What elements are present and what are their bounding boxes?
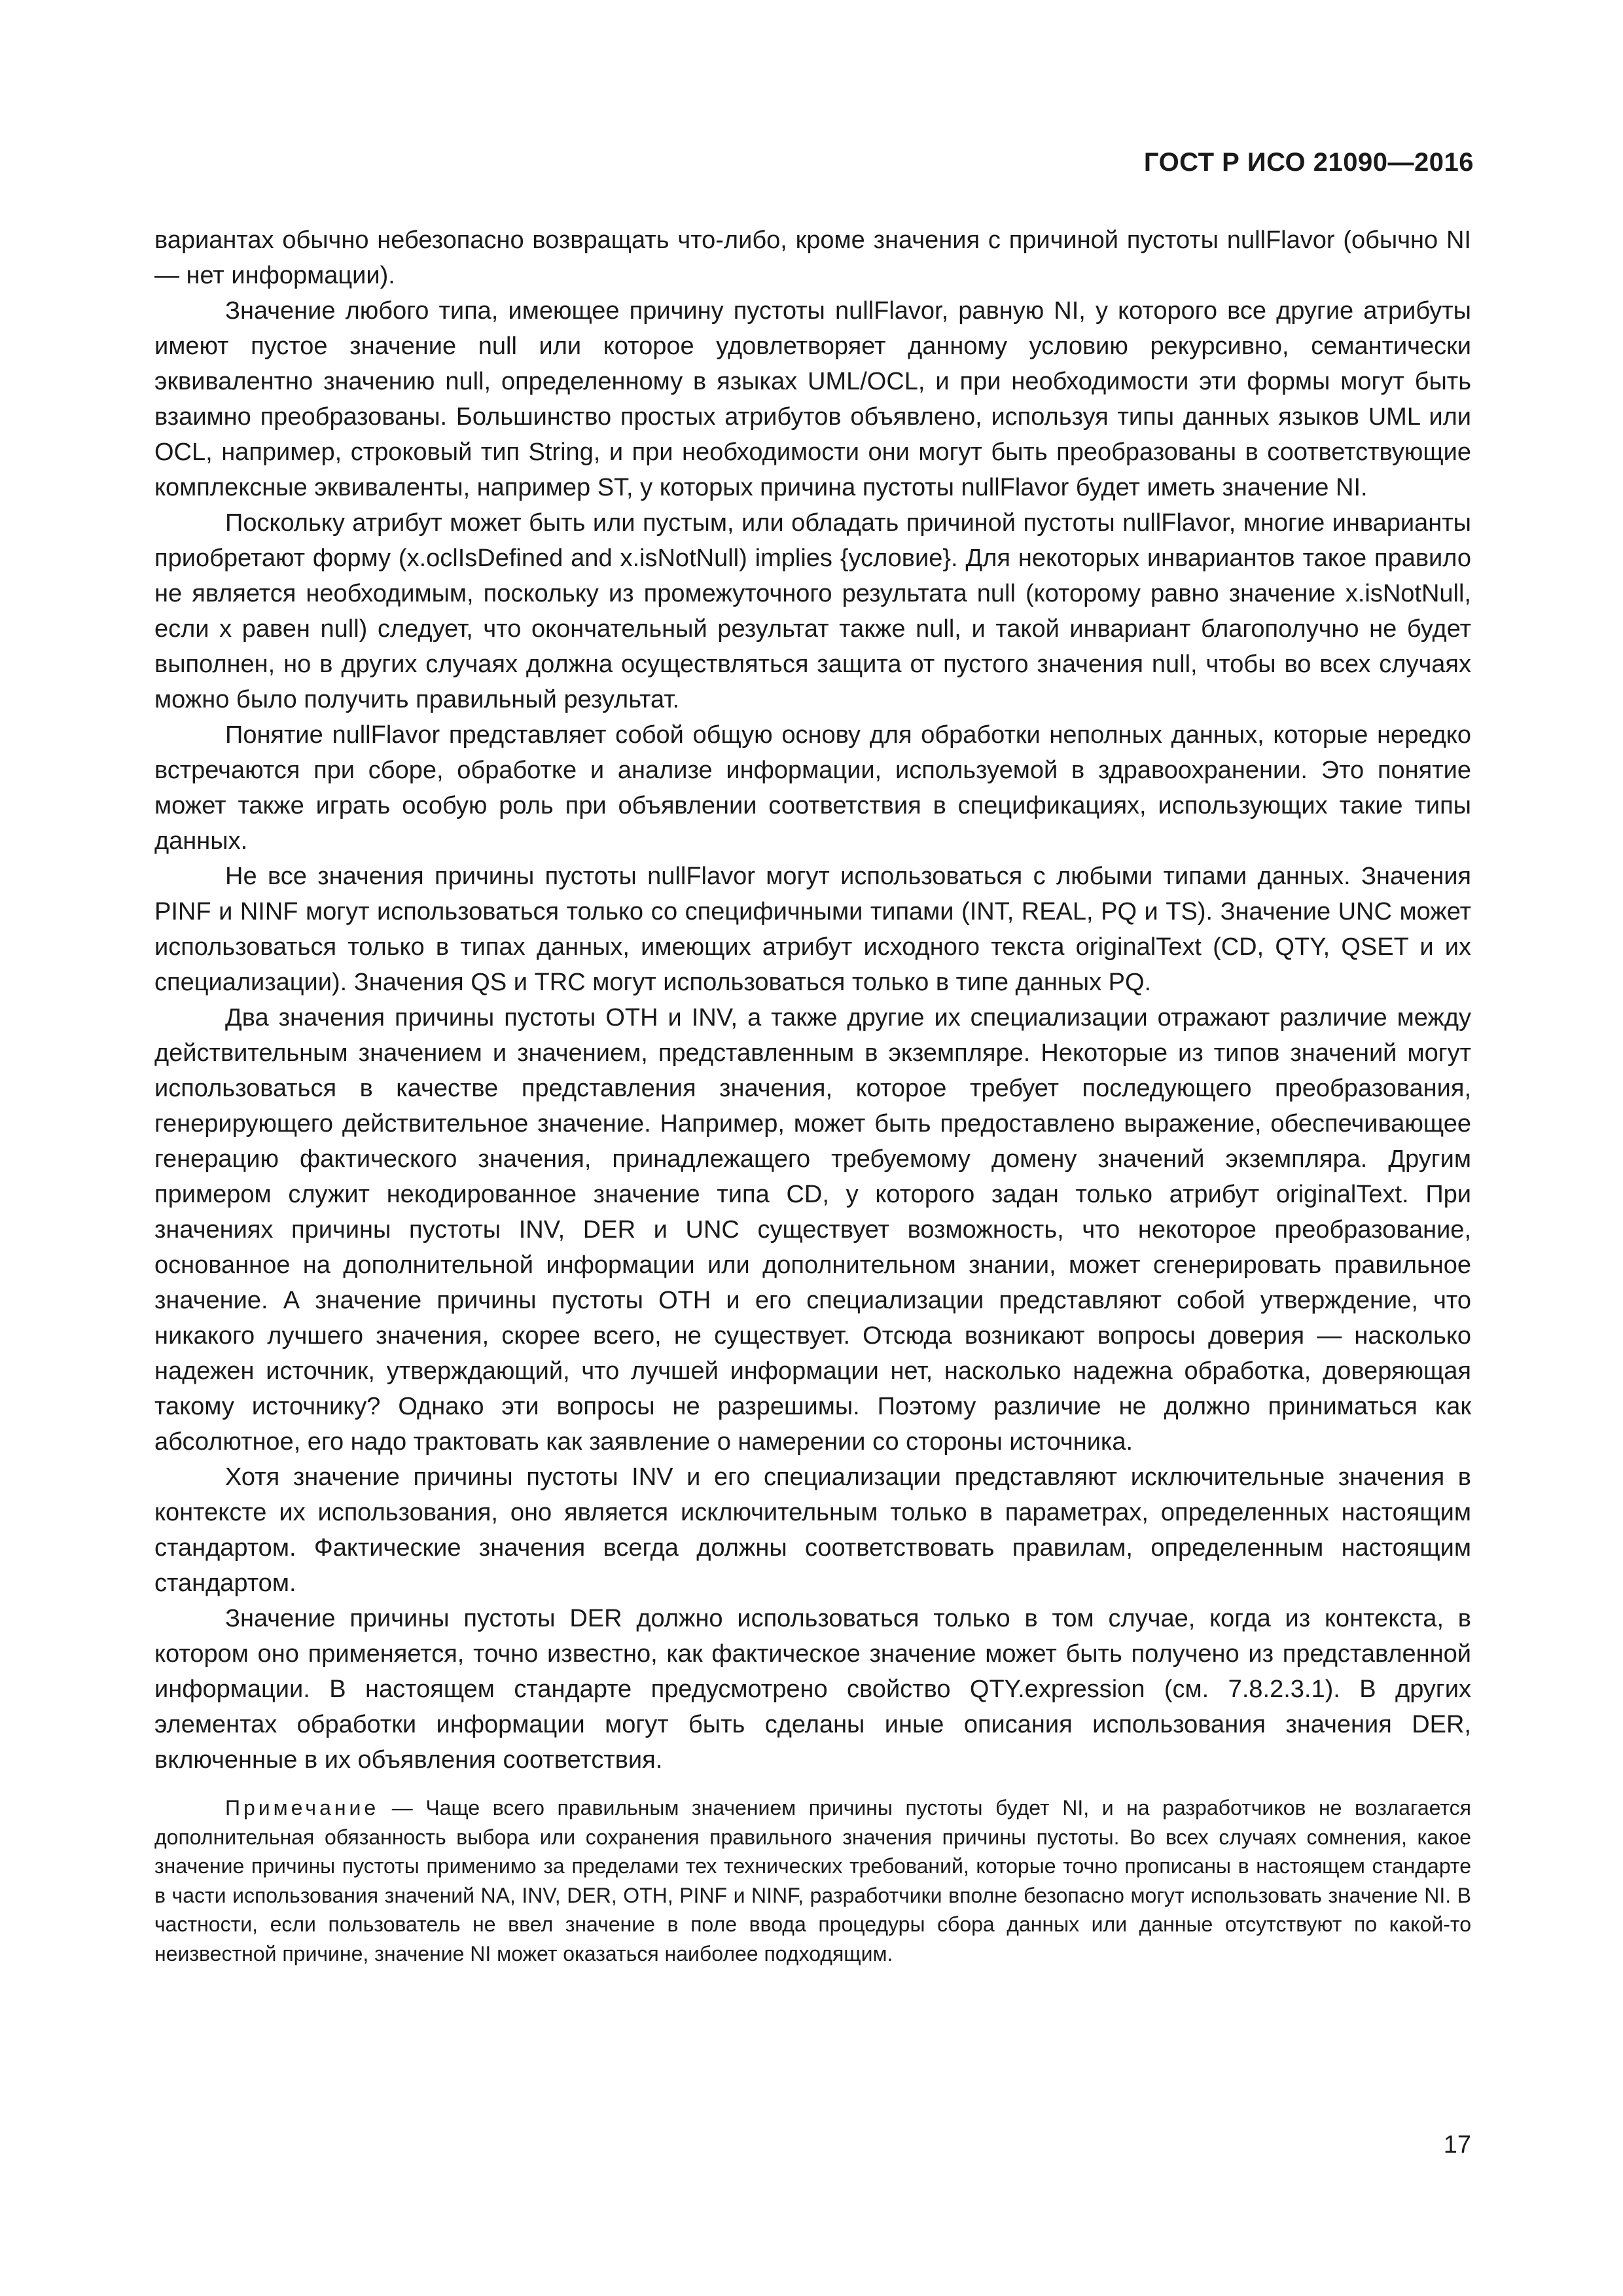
body-text bbox=[154, 223, 1471, 1968]
paragraph-continuation: вариантах обычно небезопасно возвращать что-либо, кроме значения с причиной пустоты nullFlavor (обычно NI — нет информации). bbox=[154, 226, 1471, 289]
standard-header: ГОСТ Р ИСО 21090—2016 bbox=[1143, 148, 1474, 177]
page-number: 17 bbox=[1443, 2131, 1471, 2159]
paragraph: Два значения причины пустоты OTH и INV, а также другие их специализации отражают различие между действительным значением и значением, представленным в экземпляре. Некоторые из типов значений могут использоваться в качестве представления значения, которое требует последующего преобразования, генерирующего действительное значение. Например, может быть предоставлено выражение, обеспечивающее генерацию фактического значения, принадлежащего требуемому домену значений экземпляра. Другим примером служит некодированное значение типа CD, у которого задан только атрибут originalText. При значениях причины пустоты INV, DER и UNC существует возможность, что некоторое преобразование, основанное на дополнительной информации или дополнительном знании, может сгенерировать правильное значение. А значение причины пустоты OTH и его специализации представляют собой утверждение, что никакого лучшего значения, скорее всего, не существует. Отсюда возникают вопросы доверия — насколько надежен источник, утверждающий, что лучшей информации нет, насколько надежна обработка, доверяющая такому источнику? Однако эти вопросы не разрешимы. Поэтому различие не должно приниматься как абсолютное, его надо трактовать как заявление о намерении со стороны источника. bbox=[154, 1004, 1471, 1456]
note bbox=[154, 1793, 1471, 1968]
paragraph: Не все значения причины пустоты nullFlavor могут использоваться с любыми типами данных. Значения PINF и NINF могут использоваться только со специфичными типами (INT, REAL, PQ и TS). Значение UNC может использоваться только в типах данных, имеющих атрибут исходного текста originalText (CD, QTY, QSET и их специализации). Значения QS и TRC могут использоваться только в типе данных PQ. bbox=[154, 863, 1471, 996]
note-label: Примечание bbox=[225, 1796, 380, 1820]
paragraph: Значение причины пустоты DER должно использоваться только в том случае, когда из контекста, в котором оно применяется, точно известно, как фактическое значение может быть получено из представленной информации. В настоящем стандарте предусмотрено свойство QTY.expression (см. 7.8.2.3.1). В других элементах обработки информации могут быть сделаны иные описания использования значения DER, включенные в их объявления соответствия. bbox=[154, 1605, 1471, 1774]
paragraph: Понятие nullFlavor представляет собой общую основу для обработки неполных данных, которые нередко встречаются при сборе, обработке и анализе информации, используемой в здравоохранении. Это понятие может также играть особую роль при объявлении соответствия в спецификациях, использующих такие типы данных. bbox=[154, 721, 1471, 855]
paragraph: Значение любого типа, имеющее причину пустоты nullFlavor, равную NI, у которого все другие атрибуты имеют пустое значение null или которое удовлетворяет данному условию рекурсивно, семантически эквивалентно значению null, определенному в языках UML/OCL, и при необходимости эти формы могут быть взаимно преобразованы. Большинство простых атрибутов объявлено, используя типы данных языков UML или OCL, например, строковый тип String, и при необходимости они могут быть преобразованы в соответствующие комплексные эквиваленты, например ST, у которых причина пустоты nullFlavor будет иметь значение NI. bbox=[154, 297, 1471, 501]
paragraph: Поскольку атрибут может быть или пустым, или обладать причиной пустоты nullFlavor, многие инварианты приобретают форму (x.oclIsDefined and x.isNotNull) implies {условие}. Для некоторых инвариантов такое правило не является необходимым, поскольку из промежуточного результата null (которому равно значение x.isNotNull, если x равен null) следует, что окончательный результат также null, и такой инвариант благополучно не будет выполнен, но в других случаях должна осуществляться защита от пустого значения null, чтобы во всех случаях можно было получить правильный результат. bbox=[154, 509, 1471, 713]
note-text: — Чаще всего правильным значением причины пустоты будет NI, и на разработчиков не возлагается дополнительная обязанность выбора или сохранения правильного значения причины пустоты. Во всех случаях сомнения, какое значение причины пустоты применимо за пределами тех технических требований, которые точно прописаны в настоящем стандарте в части использования значений NA, INV, DER, OTH, PINF и NINF, разработчики вполне безопасно могут использовать значение NI. В частности, если пользователь не ввел значение в поле ввода процедуры сбора данных или данные отсутствуют по какой-то неизвестной причине, значение NI может оказаться наиболее подходящим. bbox=[154, 1796, 1471, 1965]
paragraph: Хотя значение причины пустоты INV и его специализации представляют исключительные значения в контексте их использования, оно является исключительным только в параметрах, определенных настоящим стандартом. Фактические значения всегда должны соответствовать правилам, определенным настоящим стандартом. bbox=[154, 1463, 1471, 1597]
